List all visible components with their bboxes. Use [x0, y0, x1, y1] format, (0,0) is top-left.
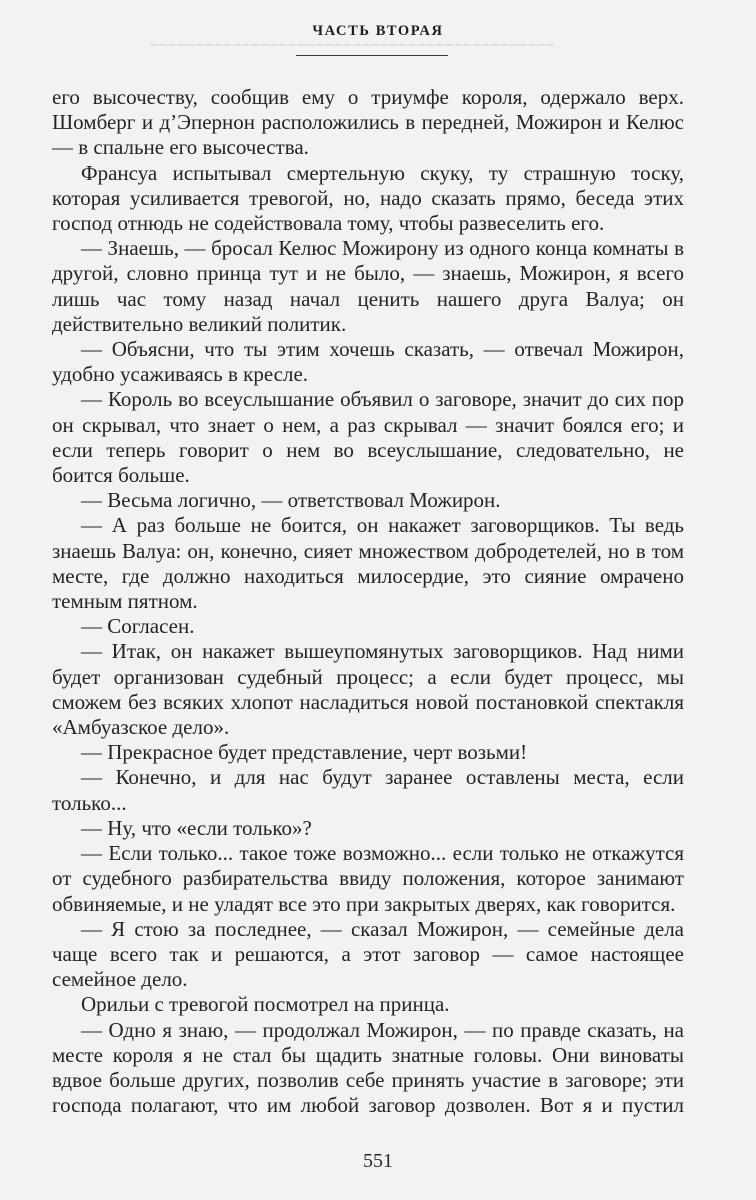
page-number: 551 [363, 1150, 393, 1172]
header-rule [296, 55, 448, 56]
paragraph: — Ну, что «если только»? [81, 815, 312, 840]
paragraph: — Знаешь, — бросал Келюс Можирону из одного конца комнаты в другой, словно принца тут и не было, — знаешь, Можирон, я всего лишь час тому назад начал ценить нашего друга Валуа; он действительно великий политик. [52, 236, 684, 336]
paragraph: Орильи с тревогой посмотрел на принца. [81, 992, 450, 1017]
paragraph: — Весьма логично, — ответствовал Можирон. [81, 488, 501, 513]
show-through-text: ━━━━━━━━━━━━━━━━━━━━━━━━━━━━━━━━━━━━━━━━━━━━ [150, 38, 556, 52]
paragraph: его высочеству, сообщив ему о триумфе короля, одержало верх. Шомберг и д’Эпернон расположились в передней, Можирон и Келюс — в спальне его высочества. [52, 85, 684, 160]
paragraph: — А раз больше не боится, он накажет заговорщиков. Ты ведь знаешь Валуа: он, конечно, сияет множеством добродетелей, но в том месте, где должно находиться милосердие, это сияние омрачено темным пятном. [52, 513, 684, 614]
paragraph: — Я стою за последнее, — сказал Можирон, — семейные дела чаще всего так и решаются, а этот заговор — самое настоящее семейное дело. [52, 916, 684, 992]
paragraph: — Король во всеуслышание объявил о заговоре, значит до сих пор он скрывал, что знает о нем, а раз скрывал — значит боялся его; и если теперь говорит о нем во всеуслышание, следовательно, не боится больше. [52, 387, 684, 488]
paragraph: — Прекрасное будет представление, черт возьми! [81, 740, 528, 765]
paragraph: — Если только... такое тоже возможно... если только не откажутся от судебного разбирательства ввиду положения, которое занимают обвиняемые, и не уладят все это при закрытых дверях, как говорится. [52, 841, 684, 916]
paragraph: — Согласен. [81, 614, 195, 639]
running-head: ЧАСТЬ ВТОРАЯ [312, 23, 444, 39]
body-text [52, 85, 684, 1118]
paragraph: — Одно я знаю, — продолжал Можирон, — по правде сказать, на месте короля я не стал бы щадить знатные головы. Они виноваты вдвое больше других, позволив себе принять участие в заговоре; эти господа полагают, что им любой заговор дозволен. Вот я и пустил [52, 1017, 684, 1118]
paragraph: Франсуа испытывал смертельную скуку, ту страшную тоску, которая усиливается тревогой, но, надо сказать прямо, беседа этих господ отнюдь не содействовала тому, чтобы развеселить его. [52, 160, 684, 236]
paragraph: — Объясни, что ты этим хочешь сказать, — отвечал Можирон, удобно усаживаясь в кресле. [52, 337, 684, 387]
paragraph: — Конечно, и для нас будут заранее оставлены места, если только... [52, 765, 684, 815]
paragraph: — Итак, он накажет вышеупомянутых заговорщиков. Над ними будет организован судебный процесс; а если будет процесс, мы сможем без всяких хлопот насладиться новой постановкой спектакля «Амбуазское дело». [52, 639, 684, 740]
